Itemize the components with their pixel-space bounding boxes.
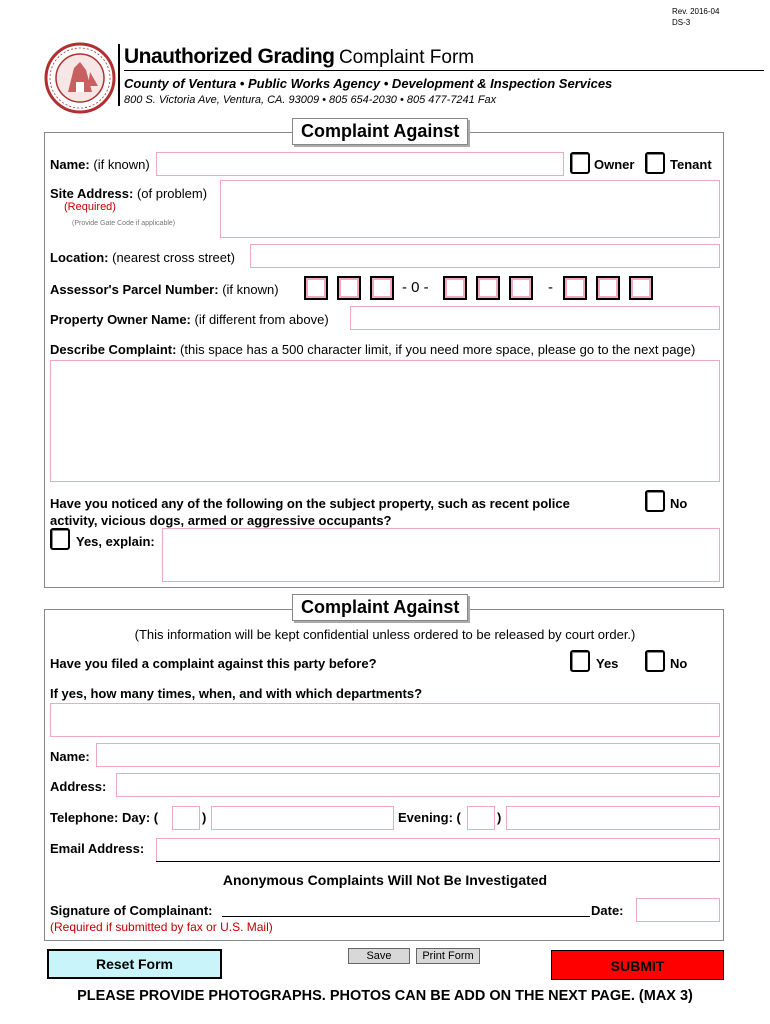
reset-form-button[interactable]: Reset Form <box>47 949 222 979</box>
hazard-no-label: No <box>670 496 688 511</box>
contact-address-label: Address: <box>50 779 107 794</box>
describe-label-text: Describe Complaint: <box>50 342 177 357</box>
site-address-field[interactable] <box>220 180 720 238</box>
location-field[interactable] <box>250 244 720 268</box>
apn-hint: (if known) <box>222 282 279 297</box>
day-paren-close: ) <box>202 810 207 825</box>
header-divider <box>118 44 120 106</box>
previous-complaints-field[interactable] <box>50 703 720 737</box>
section-1-title: Complaint Against <box>292 118 468 145</box>
describe-complaint-field[interactable] <box>50 360 720 482</box>
property-owner-label-text: Property Owner Name: <box>50 312 191 327</box>
email-field[interactable] <box>156 838 720 862</box>
apn-label <box>50 282 279 297</box>
email-underline <box>156 861 720 862</box>
gate-code-note: (Provide Gate Code if applicable) <box>72 220 176 227</box>
site-address-label <box>50 186 207 201</box>
apn-digit-5[interactable] <box>476 276 500 300</box>
contact-name-field[interactable] <box>96 743 720 767</box>
hazard-yes-checkbox[interactable] <box>50 528 70 550</box>
submit-button[interactable]: SUBMIT <box>551 950 724 980</box>
property-owner-hint: (if different from above) <box>194 312 329 327</box>
location-hint: (nearest cross street) <box>112 250 235 265</box>
apn-separator-1: - 0 - <box>402 279 429 296</box>
apn-digit-9[interactable] <box>629 276 653 300</box>
apn-digit-2[interactable] <box>337 276 361 300</box>
apn-digit-8[interactable] <box>596 276 620 300</box>
name-hint: (if known) <box>93 157 150 172</box>
apn-digit-4[interactable] <box>443 276 467 300</box>
site-address-hint: (of problem) <box>136 186 208 201</box>
day-phone-field[interactable] <box>211 806 394 830</box>
form-title-rest: Complaint Form <box>338 47 475 68</box>
contact-line: 800 S. Victoria Ave, Ventura, CA. 93009 • 805 654-2030 • 805 477-7241 Fax <box>124 94 497 106</box>
tenant-checkbox[interactable] <box>645 152 665 174</box>
photos-footer-note: PLEASE PROVIDE PHOTOGRAPHS. PHOTOS CAN BE ADD ON THE NEXT PAGE. (MAX 3) <box>77 988 693 1004</box>
save-button[interactable]: Save <box>348 948 410 964</box>
apn-separator-2: - <box>548 279 553 296</box>
hazard-no-checkbox[interactable] <box>645 490 665 512</box>
name-label <box>50 157 150 172</box>
apn-digit-3[interactable] <box>370 276 394 300</box>
anonymous-note: Anonymous Complaints Will Not Be Investigated <box>222 872 548 888</box>
form-title <box>124 45 474 69</box>
revision-text: Rev. 2016-04 <box>672 7 720 16</box>
date-label: Date: <box>591 903 624 918</box>
agency-line: County of Ventura • Public Works Agency • Development & Inspection Services <box>124 76 613 91</box>
site-required-note: (Required) <box>64 201 116 213</box>
signature-required-note: (Required if submitted by fax or U.S. Mail) <box>50 920 273 934</box>
filed-yes-label: Yes <box>596 656 619 671</box>
site-address-label-text: Site Address: <box>50 186 134 201</box>
property-owner-label <box>50 312 329 327</box>
day-area-code-field[interactable] <box>172 806 200 830</box>
county-seal-icon <box>44 42 116 114</box>
apn-digit-7[interactable] <box>563 276 587 300</box>
evening-phone-field[interactable] <box>506 806 720 830</box>
contact-address-field[interactable] <box>116 773 720 797</box>
property-owner-field[interactable] <box>350 306 720 330</box>
location-label <box>50 250 235 265</box>
signature-line[interactable] <box>222 916 590 917</box>
filed-no-label: No <box>670 656 688 671</box>
print-form-button[interactable]: Print Form <box>416 948 480 964</box>
confidential-note: (This information will be kept confidential unless ordered to be released by court order.) <box>134 627 636 642</box>
form-code: DS-3 <box>672 18 691 27</box>
revision-block <box>672 6 719 28</box>
owner-label: Owner <box>594 157 635 172</box>
form-title-bold: Unauthorized Grading <box>124 45 335 68</box>
header-rule <box>124 70 764 71</box>
filed-before-question: Have you filed a complaint against this party before? <box>50 656 377 671</box>
name-field[interactable] <box>156 152 564 176</box>
evening-paren-close: ) <box>497 810 502 825</box>
filed-yes-checkbox[interactable] <box>570 650 590 672</box>
contact-name-label: Name: <box>50 749 90 764</box>
signature-label: Signature of Complainant: <box>50 903 213 918</box>
describe-hint: (this space has a 500 character limit, if you need more space, please go to the next page) <box>180 342 696 357</box>
section-2-title: Complaint Against <box>292 594 468 621</box>
telephone-day-label: Telephone: Day: ( <box>50 810 159 825</box>
if-yes-question: If yes, how many times, when, and with which departments? <box>50 686 423 701</box>
email-label: Email Address: <box>50 841 145 856</box>
hazard-explain-field[interactable] <box>162 528 720 582</box>
apn-label-text: Assessor's Parcel Number: <box>50 282 219 297</box>
date-field[interactable] <box>636 898 720 922</box>
hazard-yes-label: Yes, explain: <box>76 534 155 549</box>
name-label-text: Name: <box>50 157 90 172</box>
describe-label <box>50 342 695 357</box>
apn-digit-1[interactable] <box>304 276 328 300</box>
hazard-question: Have you noticed any of the following on the subject property, such as recent police activity, vicious dogs, armed or aggressive occupants? <box>50 496 570 528</box>
owner-checkbox[interactable] <box>570 152 590 174</box>
evening-label: Evening: ( <box>398 810 461 825</box>
evening-area-code-field[interactable] <box>467 806 495 830</box>
filed-no-checkbox[interactable] <box>645 650 665 672</box>
location-label-text: Location: <box>50 250 109 265</box>
tenant-label: Tenant <box>670 157 712 172</box>
apn-digit-6[interactable] <box>509 276 533 300</box>
